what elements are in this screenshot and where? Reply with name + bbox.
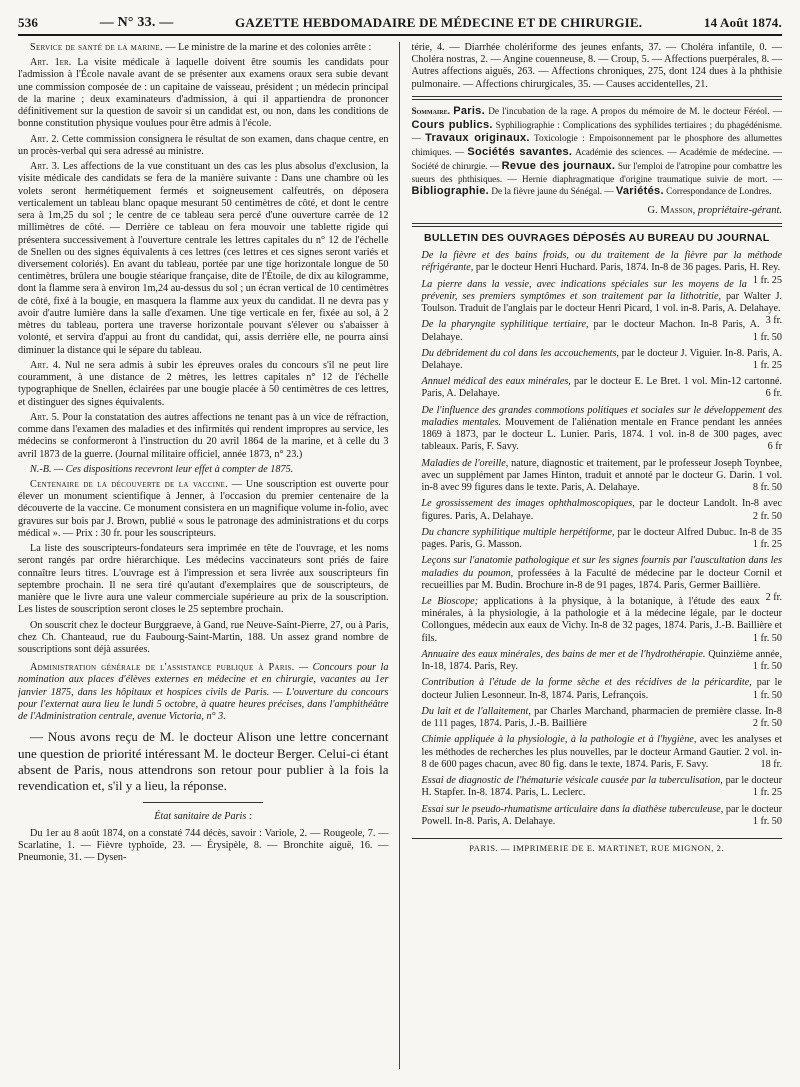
divider — [412, 96, 783, 100]
rubric-societes: Sociétés savantes. — [467, 146, 573, 159]
assistance-text: — Concours pour la nomination aux places d'élèves externes en médecine et en chirurgie, vacantes au 1er janvier 1875, dans les hôpitaux et hospices civils de Paris. — L'ouverture du concours pour l'externat aura lieu le lundi 5 octobre, à quatre heures précises, dans l'amphithéâtre de l'Administration centrale, avenue Victoria, n° 3. — [18, 662, 389, 723]
bulletin-title: BULLETIN DES OUVRAGES DÉPOSÉS AU BUREAU DU JOURNAL — [424, 231, 770, 244]
book-entry — [412, 775, 783, 799]
book-price: 1 fr. 50 — [752, 661, 782, 673]
book-entry — [412, 677, 783, 701]
book-title: Essai de diagnostic de l'hématurie vésicale causée par la tuberculisation, — [421, 775, 723, 787]
sommaire — [412, 105, 783, 199]
book-title: Essai sur le pseudo-rhumatisme articulaire dans la diathèse tuberculeuse, — [421, 803, 724, 815]
book-price: 18 fr. — [760, 758, 782, 770]
sante-marine-intro — [18, 42, 389, 54]
sante-marine-heading: Service de santé de la marine. — [30, 42, 163, 53]
book-entry — [412, 649, 783, 673]
signature-name: G. Masson, — [647, 204, 696, 216]
book-details: nature, diagnostic et traitement, par le professeur Joseph Toynbee, avec un supplément par James Hinton, traduit et annoté par le docteur G. Darin. 1 vol. in-8 avec 99 figures dans le texte. Paris, A. Delahaye. — [421, 457, 782, 494]
vaccine-heading: Centenaire de la découverte de la vaccine. — [30, 478, 228, 490]
book-price: 2 fr. 50 — [752, 510, 782, 522]
article — [18, 412, 389, 461]
book-details: par le docteur E. Le Bret. 1 vol. Min-12 cartonné. Paris, A. Delahaye. — [421, 376, 782, 400]
book-entry — [412, 706, 783, 730]
priority-notice: — Nous avons reçu de M. le docteur Alison une lettre concernant une question de priorité intéressant M. le docteur Berger. Celui-ci étant absent de Paris, nous attendrons son retour pour publier à la fois la revendication et, s'il y a lieu, la réponse. — [18, 729, 389, 794]
sommaire-biblio-text: De la fièvre jaune du Sénégal. — — [489, 186, 616, 197]
book-price: 6 fr. — [765, 388, 782, 400]
book-price: 1 fr. 25 — [752, 539, 782, 551]
sommaire-travaux-text: Toxicologie : Empoisonnement par le phosphore des allumettes chimiques. — — [411, 133, 782, 158]
sommaire-revue-text: Sur l'emploi de l'atropine pour combattre les sueurs des phthisiques. — Hernie diaphragmatique d'origine traumatique suivie de mort. — — [411, 160, 782, 184]
book-details: par le docteur Machon. In-8 Paris, A. Delahaye. — [421, 319, 760, 343]
issue-number: — N° 33. — — [99, 14, 174, 30]
vaccine-p3: On souscrit chez le docteur Burggraeve, à Gand, rue Neuve-Saint-Pierre, 27, ou à Paris, chez Ch. Chanteaud, rue du Faubourg-Saint-Martin, 188. Un assez grand nombre de souscriptions sont déjà assurées. — [18, 619, 389, 656]
book-entry — [412, 804, 783, 828]
book-details: applications à la physique, à la botanique, à l'étude des eaux minérales, à la physiologie, à la pathologie et à la médecine légale, par le docteur Collongues, médecin aux eaux de Vichy. In-8 de 32 pages, 1874. Paris, J.-B. Baillière et fils. — [421, 595, 782, 644]
book-price: 1 fr. 50 — [752, 689, 782, 701]
book-title: De la fièvre et des bains froids, ou du traitement de la fièvre par la méthode réfrigérante, — [421, 250, 782, 274]
book-price: 2 fr. 50 — [752, 718, 782, 730]
assistance-heading: Administration générale de l'assistance publique à Paris. — [30, 662, 295, 674]
running-head — [18, 12, 782, 36]
printer-line: PARIS. — IMPRIMERIE DE E. MARTINET, RUE MIGNON, 2. — [412, 838, 783, 853]
left-column — [18, 42, 400, 1069]
article-label: Art. 5. — [30, 411, 60, 423]
book-title: Du débridement du col dans les accouchements, — [421, 347, 619, 359]
book-entry — [412, 734, 783, 771]
book-title: De l'influence des grandes commotions politiques et sociales sur le développement des maladies mentales. — [421, 404, 782, 428]
signature-role: propriétaire-gérant. — [695, 204, 782, 216]
book-price: 1 fr. 25 — [752, 360, 782, 371]
article — [18, 161, 389, 357]
sommaire-label: Sommaire. — [411, 105, 450, 116]
book-price: 3 fr. — [765, 315, 782, 327]
book-title: Chimie appliquée à la physiologie, à la pathologie et à l'hygiène, — [421, 734, 697, 746]
book-title: La pierre dans la vessie, avec indications spéciales sur les moyens de la prévenir, ses premiers symptômes et son traitement par la lithotritie, — [421, 278, 747, 302]
etat-sanitaire-title: État sanitaire de Paris : — [154, 811, 253, 823]
book-details: par le docteur Alfred Dubuc. In-8 de 35 pages. Paris, G. Masson. — [421, 526, 782, 551]
book-details: par Charles Marchand, pharmacien de première classe. In-8 de 111 pages, 1874. Paris, J.-B. Baillière — [421, 705, 782, 730]
book-entry — [412, 498, 783, 522]
book-price: 6 fr — [767, 441, 782, 453]
vaccine-p2: La liste des souscripteurs-fondateurs sera imprimée en tête de l'ouvrage, et les noms seront rangés par ordre hiérarchique. Les médecins vaccinateurs sont priés de faire connaître leurs titres. L'ouvrage est à l'impression et sera livrée aux souscripteurs fin septembre prochain. Il ne sera tiré qu'autant d'exemplaires que de souscripteurs, de manière que le livre aura une valeur commerciale supérieure au prix de la souscription. Les listes de souscription seront closes le 25 septembre prochain. — [18, 543, 389, 616]
book-details: par le docteur H. Stapfer. In-8. 1874. Paris, L. Leclerc. — [421, 775, 782, 799]
book-title: Du chancre syphilitique multiple herpétiforme, — [421, 526, 615, 538]
book-price: 8 fr. 50 — [752, 482, 782, 494]
book-title: Annuel médical des eaux minérales, — [421, 376, 571, 388]
vaccine-p1-text: — Une souscription est ouverte pour élever un monument scientifique à Jenner, à l'occasion du premier centenaire de la découverte de la vaccine. Ce monument consistera en un magnifique volume in-folio, avec gravures sur bois par J. Brown, publié « sous le patronage des administrations et du corps médical ». — Prix : 30 fr. pour les souscripteurs. — [18, 478, 389, 539]
sante-marine-intro-text: — Le ministre de la marine et des colonies arrête : — [162, 42, 372, 53]
rubric-paris: Paris. — [453, 104, 485, 117]
sommaire-cours-text: Syphiliographie : Complications des syphilides tertiaires ; du phagédénisme. — — [411, 119, 782, 144]
book-price: 1 fr. 50 — [752, 331, 782, 343]
sommaire-societes-text: Académie des sciences. — Académie de médecine. — Société de chirurgie. — — [411, 147, 782, 171]
book-title: Le grossissement des images ophthalmoscopiques, — [421, 498, 635, 510]
article-text: Cette commission consignera le résultat de son examen, dans chaque centre, en un procès-verbal qui sera adressé au ministre. — [18, 133, 389, 157]
article — [18, 360, 389, 409]
book-entry — [412, 348, 783, 372]
rubric-travaux: Travaux originaux. — [425, 132, 530, 145]
article — [18, 57, 389, 130]
book-details: par le docteur Julien Lesonneur. In-8, 1874. Paris, Lefrançois. — [421, 677, 782, 701]
book-entry — [412, 319, 783, 343]
book-details: par le docteur J. Viguier. In-8. Paris, A. Delahaye. — [421, 347, 782, 371]
book-price: 1 fr. 25 — [752, 274, 782, 286]
book-title: Contribution à l'étude de la forme sèche et des récidives de la péricardite, — [421, 677, 752, 689]
book-details: par le docteur Henri Huchard. Paris, 1874. In-8 de 36 pages. Paris, H. Rey. — [473, 262, 781, 274]
rubric-cours: Cours publics. — [411, 118, 493, 131]
book-details: par le docteur Landolt. In-8 avec figures. Paris, A. Delahaye. — [421, 498, 782, 522]
book-entry — [412, 527, 783, 551]
issue-date: 14 Août 1874. — [703, 15, 782, 31]
etat-sanitaire-text: Du 1er au 8 août 1874, on a constaté 744 décès, savoir : Variole, 2. — Rougeole, 7. — Scarlatine, 1. — Fièvre typhoïde, 23. — Érysipèle, 8. — Bronchite aiguë, 16. — Pneumonie, 31. — Dysen- — [18, 827, 389, 864]
book-title: Le Bioscope; — [421, 595, 479, 607]
book-entry — [412, 458, 783, 495]
book-details: Quinzième année, In-18, 1874. Paris, Rey. — [421, 648, 782, 673]
divider — [143, 802, 263, 803]
book-details: avec les analyses et les méthodes de recherches les plus nouvelles, par le docteur Armand Gautier. 2 vol. in-8 de 600 pages chacun, avec 80 fig. dans le texte, 1874. Paris, F. Savy. — [421, 734, 782, 770]
book-price: 1 fr. 50 — [752, 815, 782, 827]
article — [18, 134, 389, 158]
article-label: Art. 4. — [30, 359, 61, 371]
article-text: La visite médicale à laquelle doivent être soumis les candidats pour l'admission à l'École navale avant de se présenter aux examens oraux sera subie devant une commission composée de : un capitaine de vaisseau, président ; un médecin principal de la marine ; deux examinateurs d'admission, à qui il appartiendra de prononcer définitivement sur la question de savoir si un candidat est, ou non, dans les conditions de bonne constitution physique voulues pour être admis à l'école. — [18, 57, 389, 130]
book-entry — [412, 250, 783, 286]
book-price: 1 fr. 50 — [752, 632, 782, 644]
book-title: De la pharyngite syphilitique tertiaire, — [421, 319, 589, 331]
book-entry — [412, 596, 783, 645]
right-column — [412, 42, 783, 1069]
book-entry — [412, 376, 783, 400]
article-text: Pour la constatation des autres affections ne tenant pas à un vice de réfraction, comme dans l'examen des maladies et des infirmités qui rendent impropres au service, les médecins se conformeront à l'instruction du 20 avril 1864 de la marine, et à celle du 3 avril 1873 de la guerre. (Journal militaire officiel, année 1873, n° 23.) — [18, 411, 389, 460]
book-details: Mouvement de l'aliénation mentale en France pendant les années 1869 à 1873, par le docteur L. Lunier. Paris, 1874. 1 vol. in-8 de 300 pages, avec tableaux. Paris, F. Savy. — [421, 416, 782, 453]
journal-title: GAZETTE HEBDOMADAIRE DE MÉDECINE ET DE CHIRURGIE. — [235, 15, 643, 31]
book-title: Du lait et de l'allaitement, — [421, 705, 531, 717]
article-text: Les affections de la vue constituant un des cas les plus absolus d'exclusion, la visite médicale des candidats se fera de la manière suivante : Dans une chambre où les volets seront hermétiquement fermés et soigneusement calfeutrés, on déposera verticalement un tableau blanc opaque mesurant 50 centimètres de côté, et dont le centre sera à 1m,25 du sol ; le centre de ce tableau sera percé d'une ouverture carrée de 12 millimètres de côté. — Derrière ce tableau on fera mouvoir une tablette rigide qui présentera successivement à l'ouverture centrale les lettres capitales du n° 12 de l'échelle de Snellen ou des signes équivalents à ces lettres (ces lettres et ces signes seront variés et diversement coloriés). En avant du tableau, portée par une tige horizontale longue de 50 centimètres, brûlera une bougie stéarique française, dite de l'Étoile, de dix au kilogramme, dont la flamme sera à environ 1m,24 au-dessus du sol ; un écran vertical de 10 centimètres de côté, fixé à la bougie, en masquera la flamme aux yeux du candidat. Il ne devra pas y avoir d'autre lumière dans la salle d'examen. Une tige verticale en fer, fixée au sol, à 2 mètres du tableau, portera une traverse horizontale pouvant s'élever ou s'abaisser à volonté, et servira d'appui au front du candidat, qui, assis derrière elle, ne pourra ainsi diminuer la distance qui le sépare du tableau. — [18, 161, 389, 356]
book-list — [412, 250, 783, 828]
vaccine-p1 — [18, 479, 389, 540]
article-label: Art. 2. — [30, 133, 59, 145]
article-label: Art. 3. — [30, 161, 60, 173]
book-price: 1 fr. 25 — [752, 787, 782, 799]
book-entry — [412, 405, 783, 454]
assistance-notice — [18, 662, 389, 723]
book-price: 2 fr. — [765, 591, 782, 603]
page-number: 536 — [18, 15, 39, 31]
rubric-varietes: Variétés. — [615, 185, 664, 198]
article-label: Art. 1er. — [30, 57, 72, 69]
rubric-biblio: Bibliographie. — [411, 185, 490, 198]
etat-sanitaire-continued: térie, 4. — Diarrhée cholériforme des jeunes enfants, 37. — Choléra infantile, 0. — Choléra nostras, 2. — Angine couenneuse, 8. — Croup, 5. — Affections puerpérales, 8. — Autres affections aiguës, 263. — Affections chroniques, 275, dont 124 dues à la phthisie pulmonaire. — Affections chirurgicales, 35. — Causes accidentelles, 21. — [411, 42, 782, 90]
book-title: Annuaire des eaux minérales, des bains de mer et de l'hydrothérapie. — [421, 648, 706, 660]
book-details: professées à la Faculté de médecine par le docteur Cornil et recueillies par M. Budin. Brochure in-8 de 91 pages, 1874. Paris, Germer Baillière. — [421, 567, 782, 591]
nb-note: N.-B. — Ces dispositions recevront leur effet à compter de 1875. — [30, 463, 294, 475]
sommaire-varietes-text: Correspondance de Londres. — [663, 186, 772, 197]
divider — [412, 223, 783, 227]
signature — [412, 205, 783, 218]
article-text: Nul ne sera admis à subir les épreuves orales du concours s'il ne peut lire couramment, à une distance de 2 mètres, les lettres capitales n° 12 de l'échelle typographique de Snellen, éclairées par une bougie placée à 50 centimètres de ces lettres, et distinguer des signes équivalents. — [18, 359, 389, 408]
book-title: Leçons sur l'anatomie pathologique et sur les signes fournis par l'auscultation dans les maladies du poumon, — [421, 555, 782, 579]
columns — [18, 42, 782, 1069]
sante-marine-articles — [18, 57, 389, 461]
book-title: Maladies de l'oreille, — [421, 457, 509, 469]
sommaire-paris-text: De l'incubation de la rage. A propos du mémoire de M. le docteur Féréol. — — [484, 105, 782, 116]
book-details: par le docteur Powell. In-8. Paris, A. Delahaye. — [421, 803, 782, 827]
book-details: par Walter J. Toulson. Traduit de l'anglais par le docteur Henri Picard, 1 vol. in-8. Paris, A. Delahaye. — [421, 290, 782, 315]
rubric-revue: Revue des journaux. — [501, 159, 616, 172]
